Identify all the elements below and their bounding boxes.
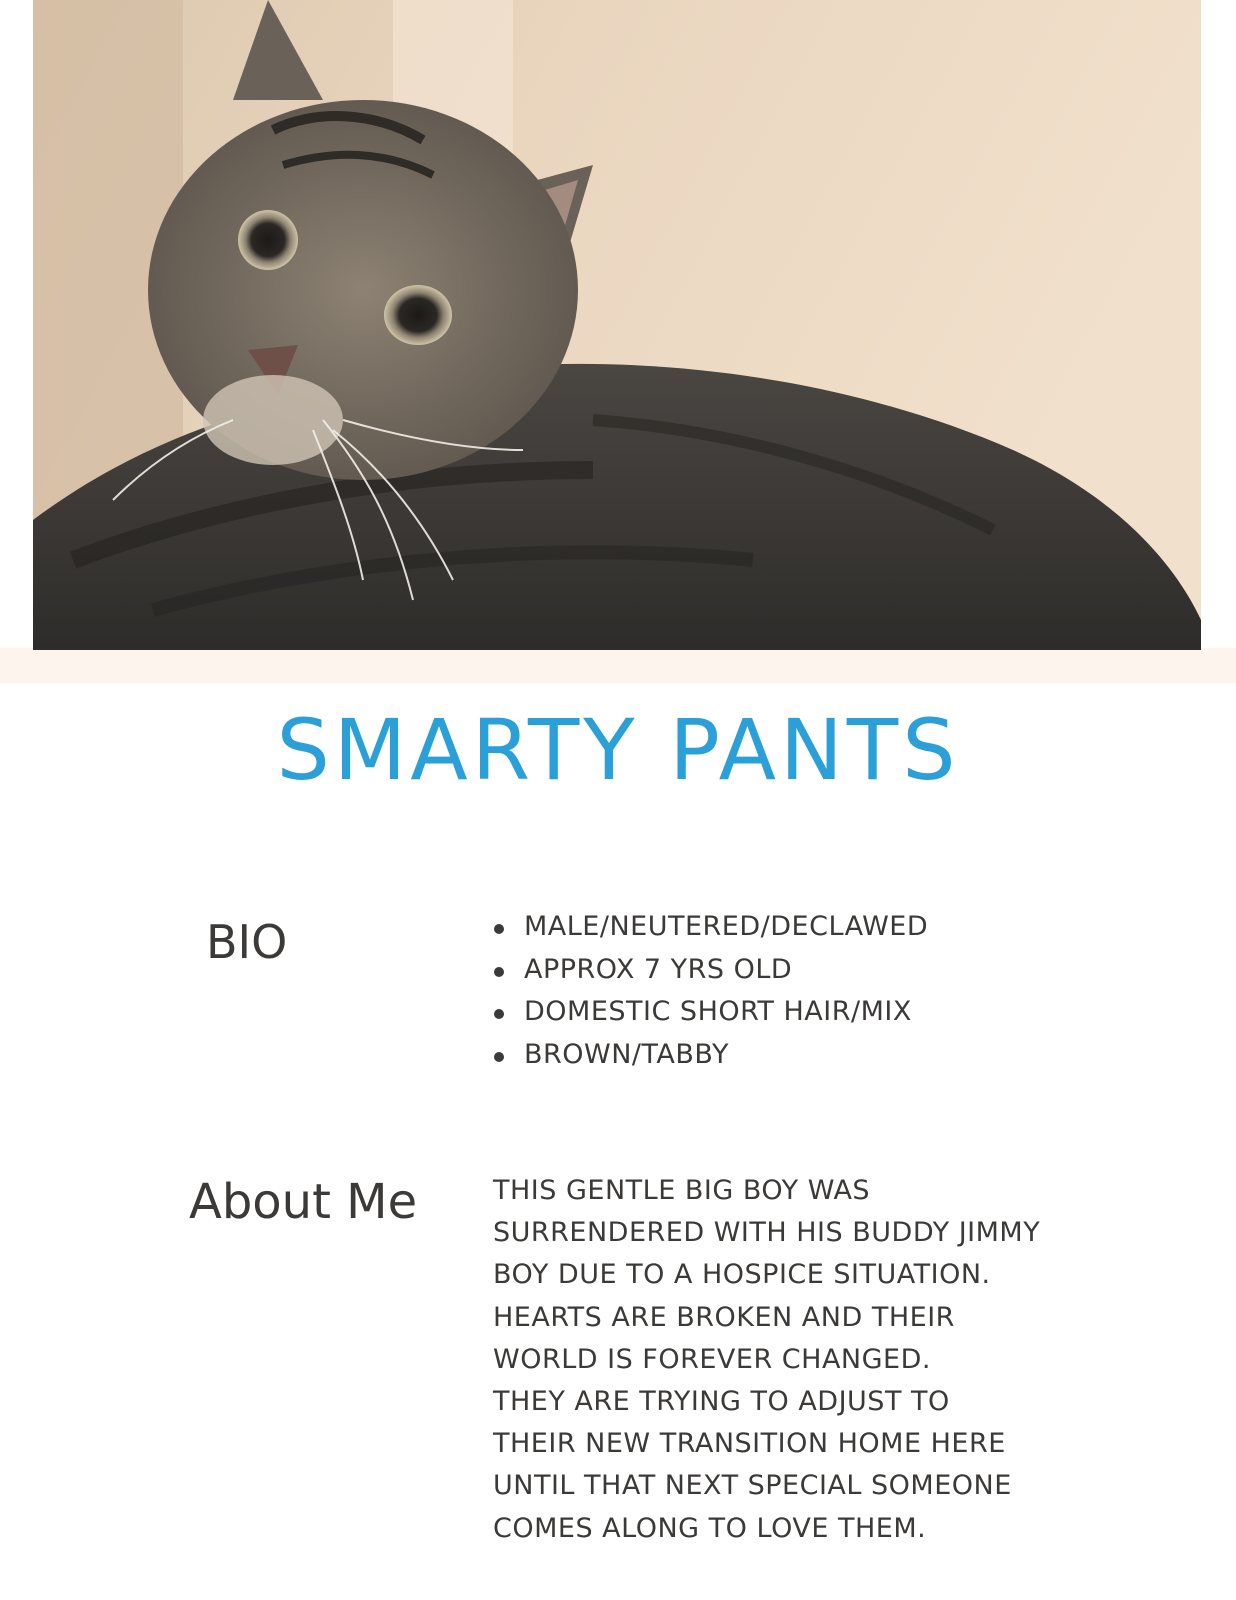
bio-item — [490, 1034, 928, 1077]
bio-heading: BIO — [206, 915, 288, 969]
cat-photo — [33, 0, 1201, 650]
about-line: COMES ALONG TO LOVE THEM. — [493, 1512, 927, 1544]
about-line: THEIR NEW TRANSITION HOME HERE — [493, 1428, 1006, 1460]
bio-item — [490, 949, 928, 992]
bullet-icon — [494, 924, 504, 934]
bio-item-text: APPROX 7 YRS OLD — [524, 953, 793, 985]
pet-name-title: SMARTY PANTS — [276, 701, 960, 799]
bullet-icon — [494, 1009, 504, 1019]
bio-item-text: BROWN/TABBY — [524, 1038, 729, 1070]
about-line: UNTIL THAT NEXT SPECIAL SOMEONE — [493, 1470, 1012, 1502]
about-line: BOY DUE TO A HOSPICE SITUATION. — [493, 1259, 991, 1291]
photo-underlay-strip — [0, 648, 1236, 683]
about-line: THIS GENTLE BIG BOY WAS — [493, 1175, 871, 1206]
about-line: THEY ARE TRYING TO ADJUST TO — [493, 1386, 950, 1418]
about-line: WORLD IS FOREVER CHANGED. — [493, 1343, 931, 1375]
bullet-icon — [494, 1052, 504, 1062]
about-line: HEARTS ARE BROKEN AND THEIR — [493, 1301, 955, 1333]
bio-item-text: MALE/NEUTERED/DECLAWED — [524, 911, 929, 942]
about-paragraph — [493, 1170, 1040, 1550]
about-line: SURRENDERED WITH HIS BUDDY JIMMY — [493, 1217, 1041, 1249]
bio-item — [490, 991, 928, 1034]
bullet-icon — [494, 967, 504, 977]
bio-item — [490, 906, 928, 949]
bio-item-text: DOMESTIC SHORT HAIR/MIX — [524, 996, 912, 1027]
bio-list — [490, 906, 928, 1076]
about-heading: About Me — [189, 1174, 418, 1230]
